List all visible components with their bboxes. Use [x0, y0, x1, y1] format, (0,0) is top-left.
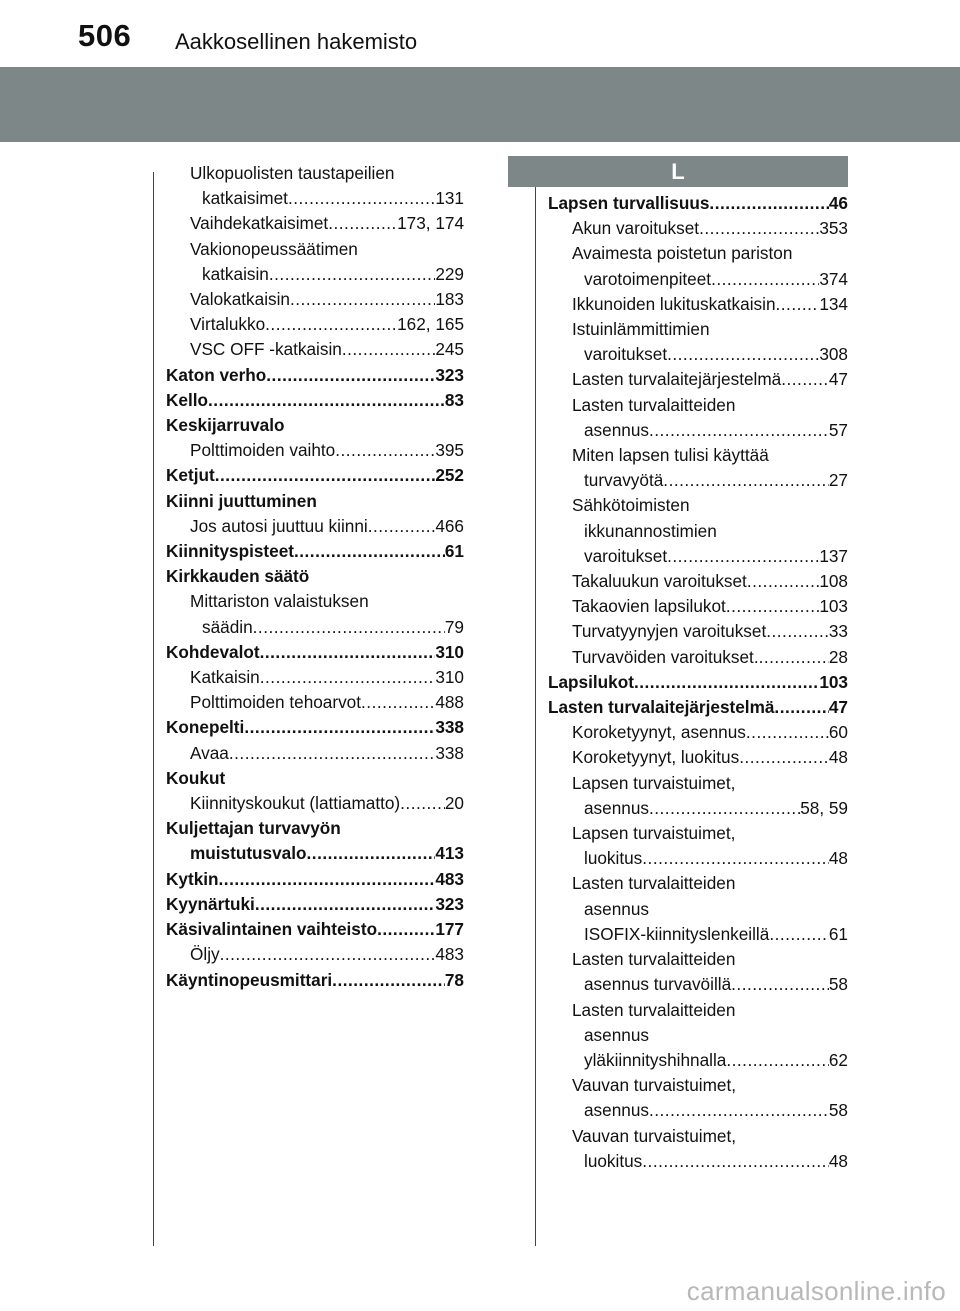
leader-dots [307, 841, 436, 866]
entry-term: Lapsen turvallisuus [548, 193, 710, 213]
entry-page-number: 62 [828, 1049, 848, 1070]
watermark: carmanualsonline.info [686, 1276, 946, 1306]
leader-dots [634, 670, 819, 695]
entry-page-number: 48 [828, 1150, 848, 1171]
index-entry [548, 897, 848, 922]
index-entry [166, 539, 464, 564]
leader-dots [288, 186, 435, 211]
index-entry [548, 998, 848, 1023]
index-entry [166, 438, 464, 463]
entry-term: Valokatkaisin [190, 289, 290, 310]
index-entry [166, 388, 464, 413]
leader-dots [265, 312, 397, 337]
entry-term: Ikkunoiden lukituskatkaisin [572, 293, 776, 314]
index-entry [166, 791, 464, 816]
entry-page-number: 177 [435, 919, 464, 940]
index-entry [548, 317, 848, 342]
index-entry [166, 413, 464, 438]
entry-page-number: 48 [828, 848, 848, 869]
entry-term: asennus [584, 898, 649, 919]
entry-term: varoitukset [584, 545, 668, 566]
entry-page-number: 338 [435, 717, 464, 738]
leader-dots [361, 690, 435, 715]
leader-dots [781, 367, 829, 392]
entry-term: muistutusvalo [190, 843, 307, 864]
entry-page-number: 310 [435, 667, 464, 688]
leader-dots [260, 665, 436, 690]
leader-dots [642, 1149, 829, 1174]
entry-page-number: 323 [435, 364, 464, 385]
index-entry [548, 1149, 848, 1174]
leader-dots [711, 267, 819, 292]
page-header [0, 0, 960, 60]
entry-term: Lasten turvalaitteiden [572, 394, 736, 415]
entry-term: Istuinlämmittimien [572, 319, 710, 340]
entry-page-number: 60 [828, 722, 848, 743]
index-entry [548, 1023, 848, 1048]
entry-term: Lasten turvalaitejärjestelmä [572, 369, 782, 390]
entry-term: katkaisimet [202, 188, 288, 209]
entry-term: Kohdevalot [166, 641, 260, 662]
entry-term: Akun varoitukset [572, 218, 700, 239]
entry-term: Avaimesta poistetun pariston [572, 243, 793, 264]
leader-dots [726, 1048, 829, 1073]
leader-dots [266, 363, 435, 388]
entry-page-number: 58 [828, 1100, 848, 1121]
index-entry [166, 589, 464, 614]
entry-term: Vauvan turvaistuimet, [572, 1125, 736, 1146]
index-entry [548, 670, 848, 695]
entry-page-number: 47 [828, 369, 848, 390]
entry-page-number: 28 [828, 646, 848, 667]
entry-page-number: 183 [435, 289, 464, 310]
index-entry [548, 519, 848, 544]
entry-term: ikkunannostimien [584, 520, 717, 541]
index-entry [548, 1098, 848, 1123]
index-entry [166, 489, 464, 514]
index-entry [548, 191, 848, 216]
leader-dots [731, 972, 829, 997]
entry-term: Kyynärtuki [166, 893, 255, 914]
entry-page-number: 308 [819, 344, 848, 365]
entry-term: Mittariston valaistuksen [190, 591, 369, 612]
entry-term: säädin [202, 616, 253, 637]
section-title: Aakkosellinen hakemisto [175, 29, 418, 54]
leader-dots [759, 645, 829, 670]
entry-term: Lapsen turvaistuimet, [572, 772, 736, 793]
entry-term: Käyntinopeusmittari [166, 969, 333, 990]
index-entry [548, 1048, 848, 1073]
entry-term: asennus turvavöillä [584, 974, 732, 995]
leader-dots [215, 463, 436, 488]
entry-term: Kiinnityspisteet [166, 541, 294, 562]
index-entry [166, 640, 464, 665]
entry-page-number: 137 [819, 545, 848, 566]
leader-dots [726, 594, 819, 619]
entry-page-number: 131 [435, 188, 464, 209]
entry-page-number: 46 [828, 193, 848, 213]
entry-page-number: 108 [819, 571, 848, 592]
entry-term: Miten lapsen tulisi käyttää [572, 445, 769, 466]
index-entry [548, 947, 848, 972]
entry-term: Keskijarruvalo [166, 415, 285, 436]
leader-dots [776, 292, 820, 317]
index-entry [548, 342, 848, 367]
entry-page-number: 57 [828, 419, 848, 440]
entry-term: Katkaisin [190, 667, 260, 688]
entry-term: Kuljettajan turvavyön [166, 818, 341, 839]
leader-dots [663, 468, 829, 493]
index-entry [548, 216, 848, 241]
entry-term: katkaisin [202, 263, 269, 284]
entry-term: Avaa [190, 742, 229, 763]
entry-page-number: 338 [435, 742, 464, 763]
entry-term: Polttimoiden vaihto [190, 440, 336, 461]
leader-dots [642, 846, 829, 871]
entry-term: asennus [584, 1024, 649, 1045]
leader-dots [667, 544, 819, 569]
entry-term: Konepelti [166, 717, 245, 738]
entry-page-number: 353 [819, 218, 848, 239]
entry-term: varotoimenpiteet [584, 268, 712, 289]
entry-term: asennus [584, 797, 649, 818]
leader-dots [220, 942, 436, 967]
index-entry [166, 841, 464, 866]
index-entry [548, 418, 848, 443]
index-entry [548, 493, 848, 518]
index-entry [548, 468, 848, 493]
leader-dots [335, 438, 435, 463]
entry-term: Kirkkauden säätö [166, 566, 310, 587]
index-entry [548, 619, 848, 644]
entry-page-number: 374 [819, 268, 848, 289]
entry-term: VSC OFF -katkaisin [190, 339, 342, 360]
index-entry [548, 367, 848, 392]
index-entry [548, 720, 848, 745]
index-entry [548, 645, 848, 670]
index-entry [548, 745, 848, 770]
page-number: 506 [78, 18, 132, 53]
entry-term: Koroketyynyt, asennus [572, 722, 746, 743]
entry-term: Kello [166, 389, 209, 410]
entry-page-number: 413 [435, 843, 464, 864]
entry-term: Lasten turvalaitteiden [572, 873, 736, 894]
index-entry [166, 186, 464, 211]
leader-dots [328, 211, 397, 236]
leader-dots [253, 615, 445, 640]
entry-term: Virtalukko [190, 314, 266, 335]
entry-term: Takaluukun varoitukset [572, 571, 747, 592]
entry-term: Polttimoiden tehoarvot [190, 692, 362, 713]
leader-dots [368, 514, 436, 539]
entry-page-number: 466 [435, 515, 464, 536]
entry-term: Vaihdekatkaisimet [190, 213, 329, 234]
leader-dots [746, 720, 829, 745]
entry-page-number: 83 [444, 389, 464, 410]
entry-page-number: 173, 174 [397, 213, 464, 234]
leader-dots [649, 418, 829, 443]
index-entry [166, 237, 464, 262]
leader-dots [699, 216, 819, 241]
entry-term: luokitus [584, 848, 643, 869]
entry-term: Lapsilukot [548, 671, 634, 692]
index-entry [548, 922, 848, 947]
entry-page-number: 483 [435, 944, 464, 965]
entry-page-number: 47 [828, 697, 848, 718]
entry-page-number: 33 [828, 621, 848, 642]
index-entry [166, 615, 464, 640]
entry-page-number: 61 [444, 541, 464, 562]
index-entry [166, 287, 464, 312]
leader-dots [244, 715, 435, 740]
entry-page-number: 483 [435, 868, 464, 889]
entry-page-number: 58, 59 [800, 797, 848, 818]
leader-dots [260, 640, 436, 665]
entry-page-number: 27 [828, 470, 848, 491]
index-entry [548, 821, 848, 846]
entry-term: Vauvan turvaistuimet, [572, 1075, 736, 1096]
index-entry [166, 917, 464, 942]
index-entry [548, 695, 848, 720]
entry-page-number: 310 [435, 641, 464, 662]
leader-dots [269, 262, 435, 287]
index-entry [166, 312, 464, 337]
index-entry [166, 211, 464, 236]
index-entry [548, 594, 848, 619]
index-entry [548, 1073, 848, 1098]
entry-term: Käsivalintainen vaihteisto [166, 919, 378, 940]
entry-page-number: 323 [435, 893, 464, 914]
entry-page-number: 20 [444, 793, 464, 814]
index-entry [548, 846, 848, 871]
entry-term: turvavyötä [584, 470, 664, 491]
index-entry [166, 715, 464, 740]
entry-term: Kiinni juuttuminen [166, 490, 317, 511]
entry-page-number: 78 [444, 969, 464, 990]
entry-page-number: 58 [828, 974, 848, 995]
index-entry [166, 968, 464, 993]
index-entry [166, 766, 464, 791]
index-entry [166, 564, 464, 589]
entry-term: Turvavöiden varoitukset. [572, 646, 759, 667]
leader-dots [709, 191, 828, 216]
letter-heading: L [508, 156, 848, 187]
index-entry [548, 771, 848, 796]
entry-term: asennus [584, 1100, 649, 1121]
entry-page-number: 103 [819, 671, 848, 692]
index-entry [548, 267, 848, 292]
entry-page-number: 61 [828, 923, 848, 944]
entry-term: Katon verho [166, 364, 267, 385]
leader-dots [739, 745, 829, 770]
index-entry [548, 569, 848, 594]
leader-dots [649, 1098, 829, 1123]
leader-dots [649, 796, 800, 821]
leader-dots [667, 342, 819, 367]
index-entry [166, 690, 464, 715]
entry-page-number: 395 [435, 440, 464, 461]
leader-dots [332, 968, 445, 993]
index-entry [166, 942, 464, 967]
entry-term: Takaovien lapsilukot [572, 596, 726, 617]
leader-dots [774, 695, 828, 720]
entry-page-number: 79 [444, 616, 464, 637]
index-entry [548, 871, 848, 896]
leader-dots [747, 569, 819, 594]
leader-dots [769, 922, 829, 947]
entry-term: asennus [584, 419, 649, 440]
entry-term: Lasten turvalaitteiden [572, 999, 736, 1020]
entry-term: yläkiinnityshihnalla [584, 1049, 727, 1070]
index-entry [548, 1124, 848, 1149]
index-entry [166, 741, 464, 766]
leader-dots [342, 337, 435, 362]
entry-term: Vakionopeussäätimen [190, 238, 358, 259]
entry-term: Sähkötoimisten [572, 495, 690, 516]
index-column-right [548, 191, 848, 1174]
entry-term: Koroketyynyt, luokitus [572, 747, 740, 768]
entry-page-number: 103 [819, 596, 848, 617]
index-entry [166, 262, 464, 287]
entry-term: Kiinnityskoukut (lattiamatto) [190, 793, 401, 814]
entry-term: Lapsen turvaistuimet, [572, 823, 736, 844]
entry-term: Lasten turvalaitejärjestelmä [548, 697, 775, 718]
entry-page-number: 229 [435, 263, 464, 284]
leader-dots [766, 619, 829, 644]
index-entry [166, 665, 464, 690]
leader-dots [400, 791, 445, 816]
entry-term: Öljy [190, 944, 220, 965]
entry-term: luokitus [584, 1150, 643, 1171]
entry-term: Ketjut [166, 465, 215, 486]
leader-dots [208, 388, 445, 413]
entry-page-number: 488 [435, 692, 464, 713]
entry-page-number: 134 [819, 293, 848, 314]
index-entry [166, 892, 464, 917]
column-divider-right [535, 172, 536, 1246]
index-column-left [166, 161, 464, 993]
entry-page-number: 252 [435, 465, 464, 486]
leader-dots [294, 539, 445, 564]
index-entry [166, 816, 464, 841]
index-entry [548, 544, 848, 569]
leader-dots [255, 892, 435, 917]
entry-term: Jos autosi juuttuu kiinni [190, 515, 368, 536]
entry-term: Lasten turvalaitteiden [572, 949, 736, 970]
entry-page-number: 48 [828, 747, 848, 768]
entry-page-number: 245 [435, 339, 464, 360]
index-entry [166, 161, 464, 186]
leader-dots [377, 917, 435, 942]
index-entry [548, 443, 848, 468]
index-entry [548, 241, 848, 266]
index-entry [166, 363, 464, 388]
entry-term: varoitukset [584, 344, 668, 365]
entry-term: Kytkin [166, 868, 219, 889]
entry-term: Ulkopuolisten taustapeilien [190, 163, 395, 183]
index-entry [548, 796, 848, 821]
entry-term: ISOFIX-kiinnityslenkeillä [584, 923, 770, 944]
index-entry [166, 867, 464, 892]
index-entry [166, 463, 464, 488]
leader-dots [229, 741, 435, 766]
index-entry [548, 292, 848, 317]
header-banner [0, 67, 960, 142]
entry-term: Koukut [166, 767, 226, 788]
leader-dots [290, 287, 435, 312]
index-entry [548, 393, 848, 418]
index-entry [166, 514, 464, 539]
entry-page-number: 162, 165 [397, 314, 464, 335]
entry-term: Turvatyynyjen varoitukset [572, 621, 767, 642]
index-entry [166, 337, 464, 362]
index-entry [548, 972, 848, 997]
column-divider-left [153, 172, 154, 1246]
leader-dots [219, 867, 436, 892]
